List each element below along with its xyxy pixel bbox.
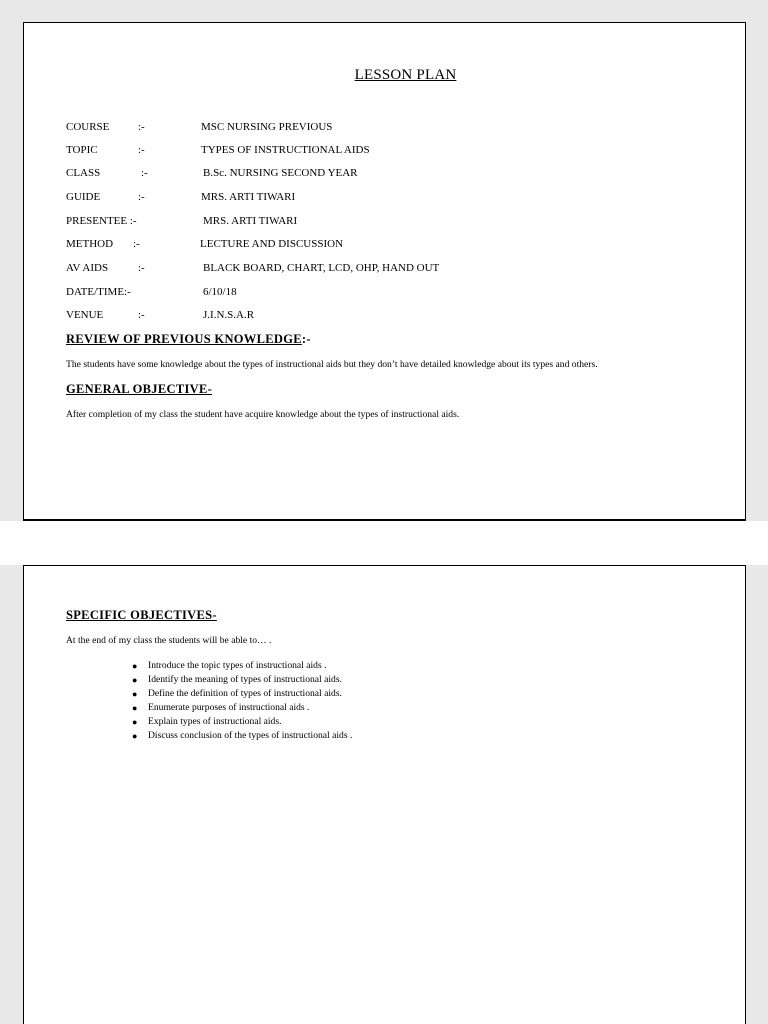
objective-text: Introduce the topic types of instructional aids . [148, 660, 327, 671]
specific-objectives-intro: At the end of my class the students will be able to… . [66, 635, 272, 646]
specific-objectives-heading [66, 608, 217, 623]
bullet-icon: ● [132, 675, 138, 685]
info-label: GUIDE [66, 191, 101, 203]
review-heading-text: REVIEW OF PREVIOUS KNOWLEDGE [66, 332, 302, 346]
info-separator: :- [138, 309, 145, 321]
general-heading-text: GENERAL OBJECTIVE- [66, 382, 213, 396]
info-separator: :- [138, 191, 145, 203]
document-page-2 [23, 565, 746, 1024]
specific-objectives-list [132, 659, 352, 743]
list-item [132, 659, 352, 673]
info-value: MRS. ARTI TIWARI [201, 191, 296, 203]
list-item [132, 701, 352, 715]
bullet-icon: ● [132, 717, 138, 727]
info-separator: :- [138, 121, 145, 133]
info-value: B.Sc. NURSING SECOND YEAR [203, 167, 358, 179]
document-page-1 [23, 22, 746, 521]
info-label: CLASS [66, 167, 101, 179]
objective-text: Identify the meaning of types of instructional aids. [148, 674, 342, 685]
info-separator: :- [133, 238, 140, 250]
info-separator: :- [138, 262, 145, 274]
objective-text: Define the definition of types of instructional aids. [148, 688, 342, 699]
info-label: AV AIDS [66, 262, 109, 274]
bullet-icon: ● [132, 731, 138, 741]
info-value: TYPES OF INSTRUCTIONAL AIDS [201, 144, 370, 156]
review-previous-knowledge-heading [66, 332, 311, 347]
info-separator: :- [138, 144, 145, 156]
info-value: J.I.N.S.A.R [203, 309, 255, 321]
info-value: LECTURE AND DISCUSSION [200, 238, 344, 250]
list-item [132, 673, 352, 687]
info-label: PRESENTEE :- [66, 215, 137, 227]
info-label: METHOD [66, 238, 114, 250]
objective-text: Enumerate purposes of instructional aids . [148, 702, 310, 713]
info-separator: :- [141, 167, 148, 179]
info-label: COURSE [66, 121, 110, 133]
objective-text: Explain types of instructional aids. [148, 716, 282, 727]
info-label: TOPIC [66, 144, 98, 156]
objective-text: Discuss conclusion of the types of instructional aids . [148, 730, 353, 741]
list-item [132, 729, 352, 743]
review-heading-suffix: :- [301, 332, 311, 346]
info-value: MSC NURSING PREVIOUS [201, 121, 333, 133]
general-objective-text: After completion of my class the student have acquire knowledge about the types of instructional aids. [66, 409, 460, 420]
bullet-icon: ● [132, 703, 138, 713]
info-value: 6/10/18 [203, 286, 237, 298]
info-label: VENUE [66, 309, 104, 321]
info-value: BLACK BOARD, CHART, LCD, OHP, HAND OUT [203, 262, 440, 274]
list-item [132, 687, 352, 701]
specific-heading-text: SPECIFIC OBJECTIVES- [66, 608, 217, 622]
bullet-icon: ● [132, 689, 138, 699]
page-gap [0, 521, 768, 565]
lesson-plan-title: LESSON PLAN [354, 67, 457, 83]
info-value: MRS. ARTI TIWARI [203, 215, 298, 227]
general-objective-heading [66, 382, 212, 397]
info-label: DATE/TIME:- [66, 286, 131, 298]
review-previous-knowledge-text: The students have some knowledge about the types of instructional aids but they don’t have detailed knowledge about its types and others. [66, 359, 598, 370]
list-item [132, 715, 352, 729]
bullet-icon: ● [132, 661, 138, 671]
